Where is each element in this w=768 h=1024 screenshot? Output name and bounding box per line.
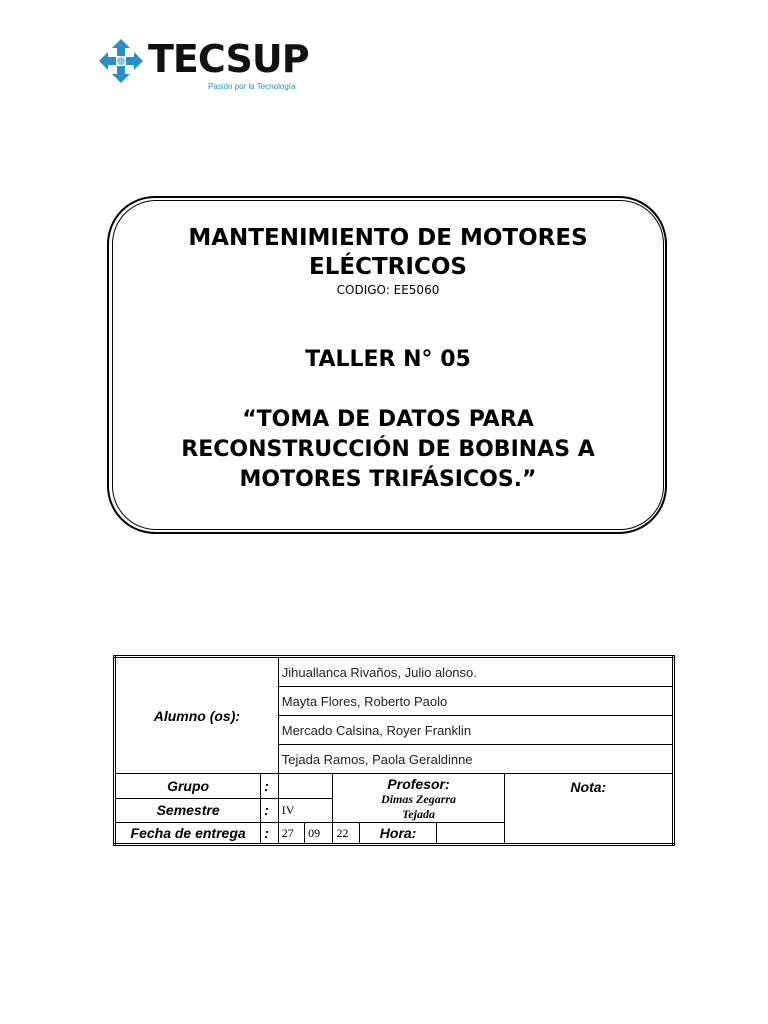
title-box [112, 200, 664, 530]
student-name: Jihuallanca Rivaños, Julio alonso. [278, 657, 673, 687]
student-name: Mercado Calsina, Royer Franklin [278, 716, 673, 745]
student-row [115, 657, 674, 687]
logo-wordmark: TECSUP [148, 37, 309, 81]
profesor-name-line1: Dimas Zegarra [381, 792, 457, 806]
alumno-label: Alumno (os): [115, 657, 279, 774]
course-code: CODIGO: EE5060 [336, 283, 440, 297]
taller-number: TALLER N° 05 [305, 347, 471, 372]
profesor-label: Profesor: [387, 776, 450, 792]
semestre-label: Semestre [115, 798, 261, 823]
tecsup-arrows-logo-icon [96, 36, 146, 86]
fecha-day: 27 [278, 823, 304, 845]
hora-label: Hora: [359, 823, 436, 845]
taller-title: “TOMA DE DATOS PARA RECONSTRUCCIÓN DE BOBINAS A MOTORES TRIFÁSICOS.” [181, 407, 595, 492]
student-name: Mayta Flores, Roberto Paolo [278, 687, 673, 716]
fecha-month: 09 [305, 823, 333, 845]
grupo-row [115, 774, 674, 799]
grupo-label: Grupo [115, 774, 261, 799]
hora-value [437, 823, 504, 845]
student-name: Tejada Ramos, Paola Geraldinne [278, 745, 673, 774]
fecha-label: Fecha de entrega [115, 823, 261, 845]
profesor-name-line2: Tejada [402, 807, 435, 821]
profesor-cell [333, 774, 504, 823]
course-title: MANTENIMIENTO DE MOTORES ELÉCTRICOS [188, 225, 588, 280]
tecsup-logo [96, 36, 316, 96]
fecha-year: 22 [333, 823, 359, 845]
logo-tagline: Pasión por la Tecnología [208, 82, 296, 91]
student-info-table [113, 655, 675, 846]
semestre-colon: : [261, 798, 279, 823]
semestre-value: IV [278, 798, 333, 823]
nota-label: Nota: [504, 774, 673, 845]
grupo-value [278, 774, 333, 799]
fecha-colon: : [261, 823, 279, 845]
grupo-colon: : [261, 774, 279, 799]
